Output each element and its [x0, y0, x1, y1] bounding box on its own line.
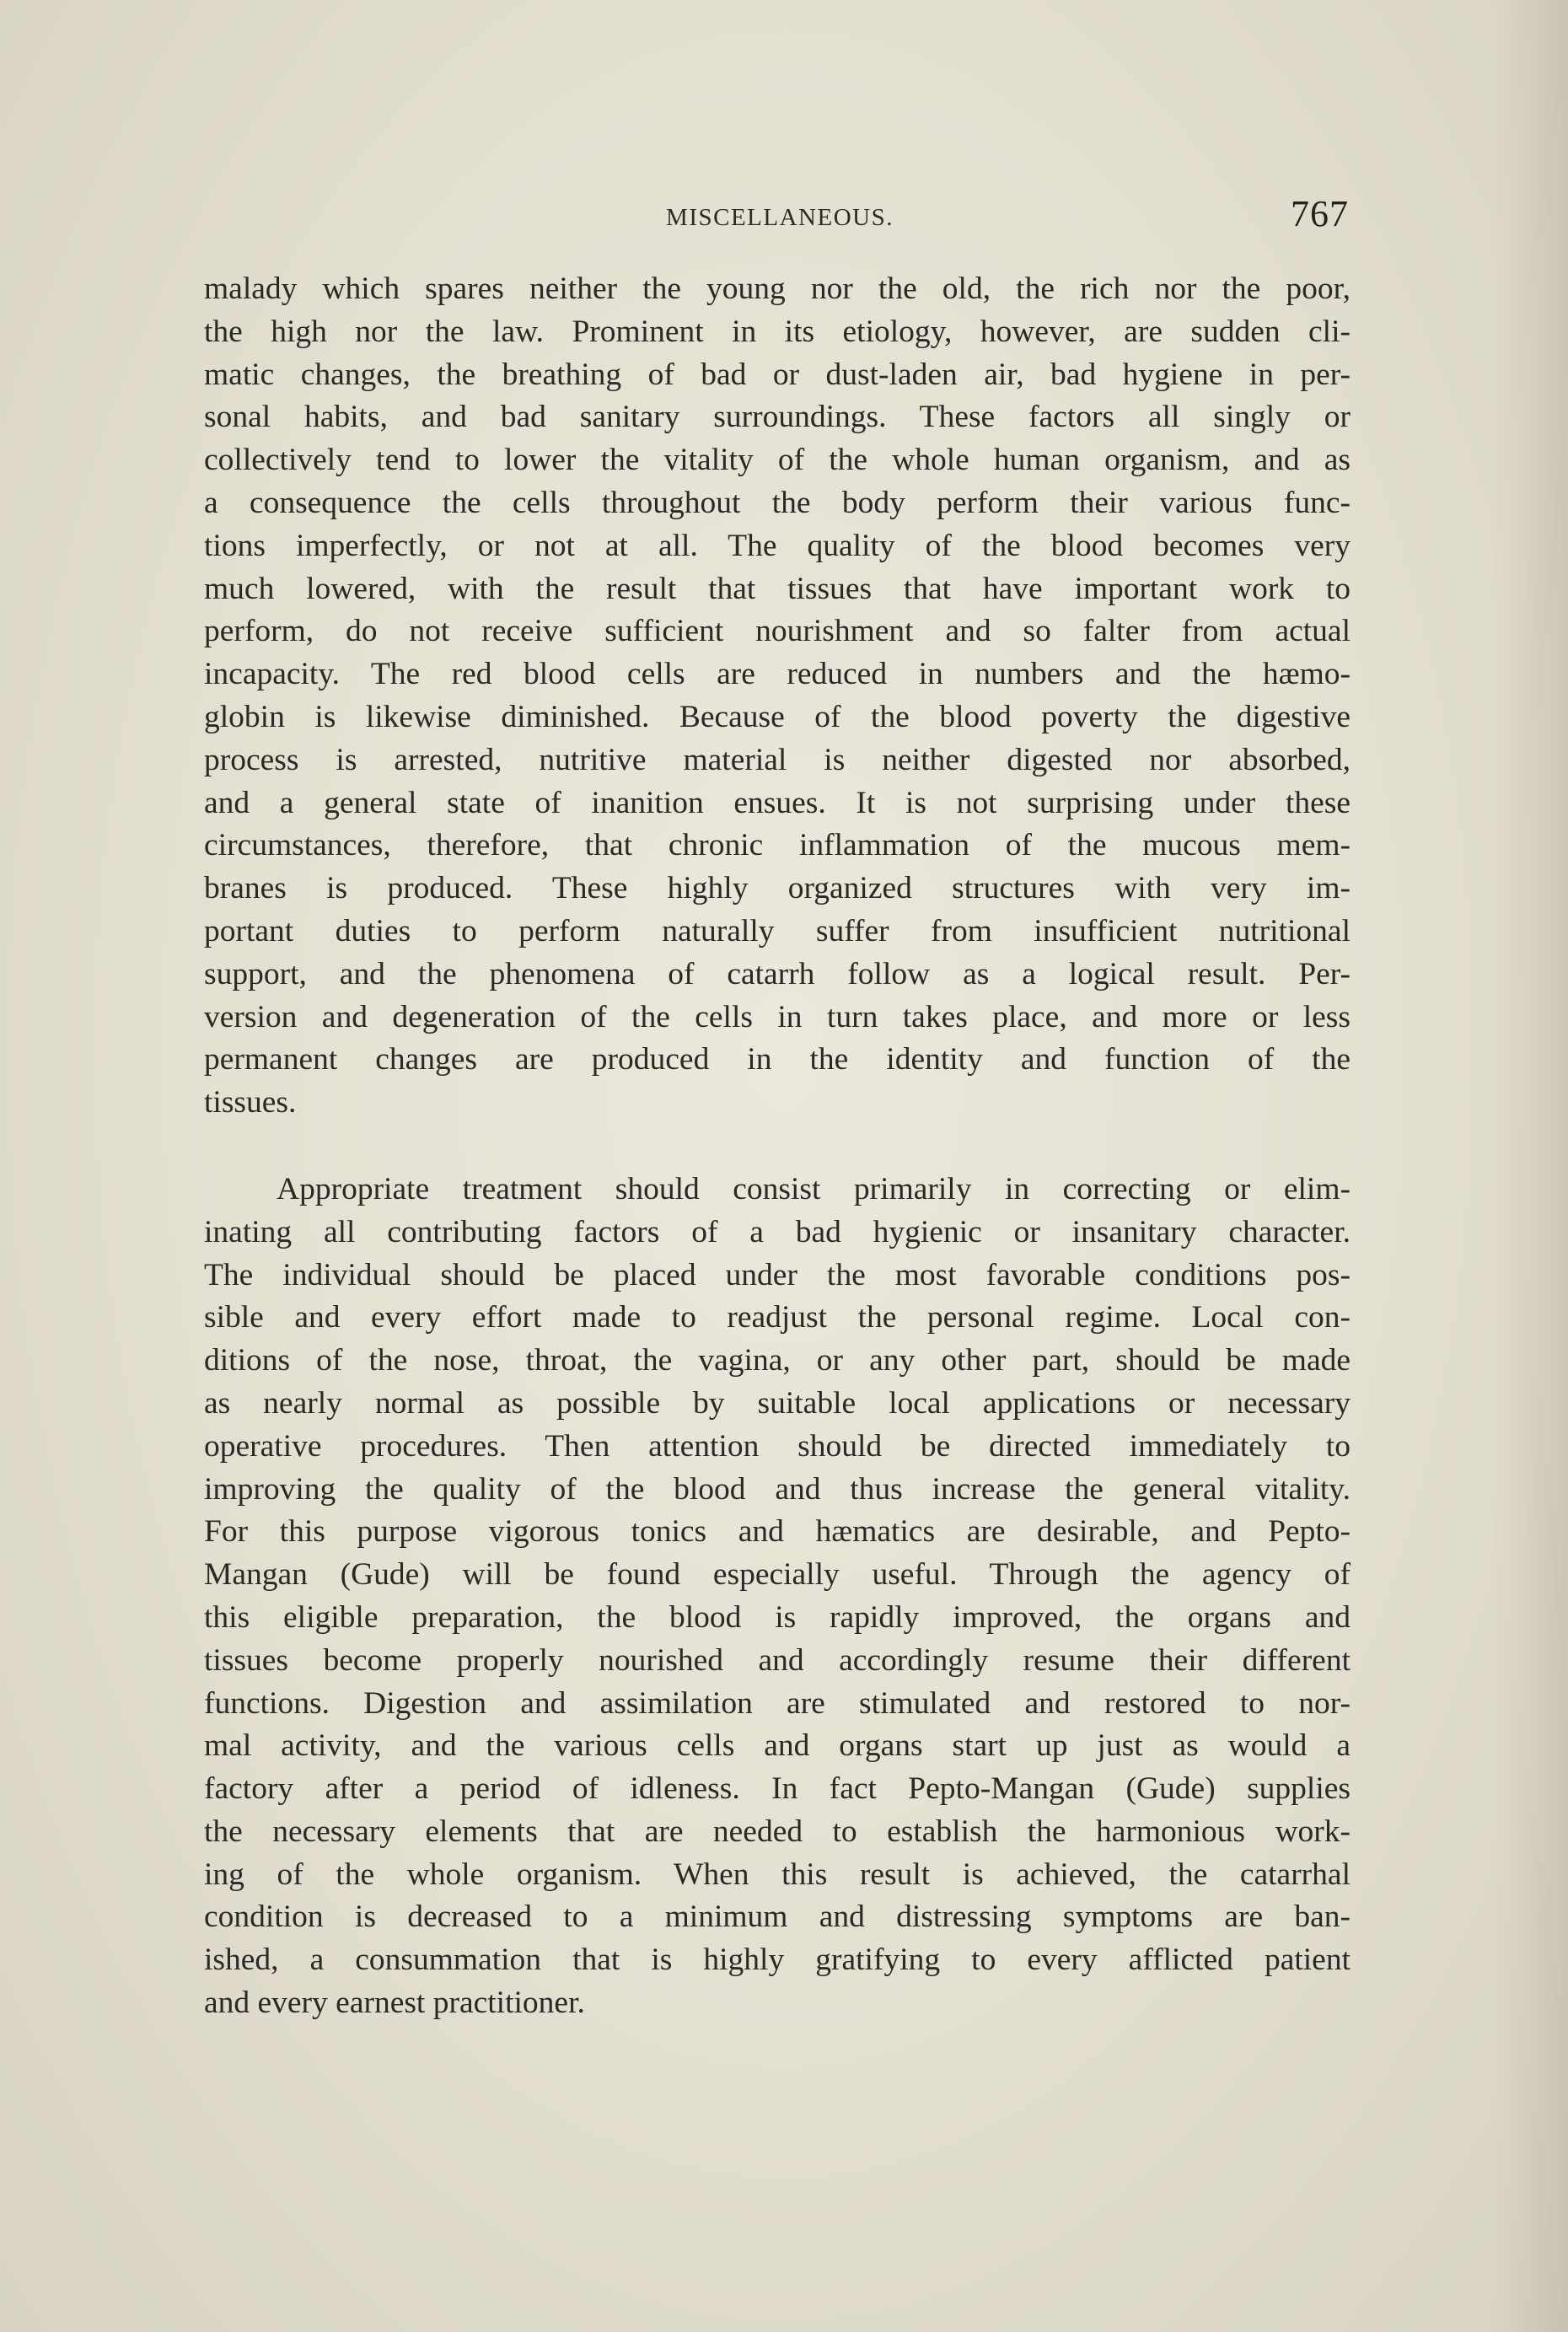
running-title: MISCELLANEOUS. [666, 204, 894, 231]
body-text [204, 268, 1351, 2025]
text-line: sible and every effort made to readjust the personal regime. Local con- [204, 1300, 1351, 1335]
text-line: improving the quality of the blood and thus increase the general vitality. [204, 1471, 1351, 1507]
text-line: tissues become properly nourished and accordingly resume their different [204, 1642, 1351, 1678]
text-line: globin is likewise diminished. Because of the blood poverty the digestive [204, 699, 1351, 734]
text-line: support, and the phenomena of catarrh follow as a logical result. Per- [204, 956, 1351, 991]
text-line: collectively tend to lower the vitality of the whole human organism, and as [204, 443, 1351, 478]
text-line: much lowered, with the result that tissues that have important work to [204, 571, 1351, 606]
text-line: circumstances, therefore, that chronic inflammation of the mucous mem- [204, 828, 1351, 863]
text-line: functions. Digestion and assimilation are stimulated and restored to nor- [204, 1685, 1351, 1721]
text-line: tions imperfectly, or not at all. The quality of the blood becomes very [204, 528, 1351, 563]
text-line: malady which spares neither the young nor the old, the rich nor the poor, [204, 271, 1351, 306]
text-line: inating all contributing factors of a bad hygienic or insanitary character. [204, 1214, 1351, 1249]
text-line: perform, do not receive sufficient nourishment and so falter from actual [204, 614, 1351, 649]
text-line: and every earnest practitioner. [204, 1985, 585, 2021]
text-line: sonal habits, and bad sanitary surroundings. These factors all singly or [204, 400, 1351, 435]
text-line: as nearly normal as possible by suitable local applications or necessary [204, 1385, 1351, 1421]
text-line: portant duties to perform naturally suffer from insufficient nutritional [204, 913, 1351, 948]
text-line: ditions of the nose, throat, the vagina, or any other part, should be made [204, 1343, 1351, 1378]
paragraph-2 [204, 1169, 1351, 2025]
text-line: branes is produced. These highly organized structures with very im- [204, 871, 1351, 906]
text-line: incapacity. The red blood cells are reduced in numbers and the hæmo- [204, 657, 1351, 692]
text-line: and a general state of inanition ensues. It is not surprising under these [204, 785, 1351, 820]
text-line: matic changes, the breathing of bad or dust-laden air, bad hygiene in per- [204, 357, 1351, 392]
text-line: The individual should be placed under the most favorable conditions pos- [204, 1257, 1351, 1292]
text-line: Mangan (Gude) will be found especially useful. Through the agency of [204, 1557, 1351, 1593]
text-line: a consequence the cells throughout the body perform their various func- [204, 485, 1351, 520]
text-line: mal activity, and the various cells and organs start up just as would a [204, 1728, 1351, 1764]
running-head [211, 192, 1349, 251]
text-line: For this purpose vigorous tonics and hæmatics are desirable, and Pepto- [204, 1514, 1351, 1550]
text-line: ished, a consummation that is highly gratifying to every afflicted patient [204, 1942, 1351, 1978]
text-line: operative procedures. Then attention should be directed immediately to [204, 1428, 1351, 1464]
text-line: factory after a period of idleness. In fact Pepto-Mangan (Gude) supplies [204, 1771, 1351, 1807]
text-line: this eligible preparation, the blood is rapidly improved, the organs and [204, 1599, 1351, 1635]
text-line: the necessary elements that are needed to establish the harmonious work- [204, 1813, 1351, 1849]
text-line: condition is decreased to a minimum and distressing symptoms are ban- [204, 1899, 1351, 1935]
text-line: ing of the whole organism. When this result is achieved, the catarrhal [204, 1856, 1351, 1892]
page-number: 767 [1291, 193, 1349, 234]
text-line: tissues. [204, 1085, 297, 1120]
paragraph-gap [204, 1125, 1351, 1169]
paragraph-1 [204, 268, 1351, 1125]
text-line: version and degeneration of the cells in turn takes place, and more or less [204, 999, 1351, 1034]
text-line: process is arrested, nutritive material is neither digested nor absorbed, [204, 742, 1351, 777]
text-line: Appropriate treatment should consist primarily in correcting or elim- [277, 1171, 1351, 1206]
text-line: the high nor the law. Prominent in its etiology, however, are sudden cli- [204, 314, 1351, 349]
text-line: permanent changes are produced in the identity and function of the [204, 1042, 1351, 1077]
